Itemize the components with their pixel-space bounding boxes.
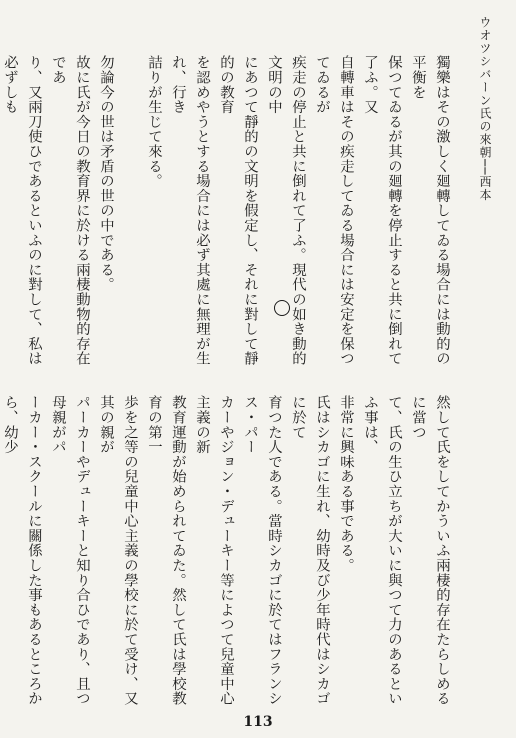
- section-divider-circle: [274, 300, 290, 316]
- paragraph: 氏はシカゴに生れ、幼時及び少年時代はシカゴに於て 育つた人である。當時シカゴに於てはフランシス・パー カーやジョン・デューキー等によつて兒童中心主義の新 教育運動が始められてゐた。然して氏は學校教育の第一 歩を之等の兒童中心主義の學校に於て受け、又其の親が パーカーやデューキーと知り合ひであり、且つ母親がパ ーカー・スクールに關係した事もあるところから、幼少: [2, 395, 330, 706]
- running-header: ウオツシバーン氏の來朝──西本: [478, 16, 492, 202]
- paragraph: 勿論今の世は矛盾の世の中である。 故に氏が今日の教育界に於ける兩棲動物的存在であ り、又兩刀使ひであるといふのに對して、私は必ずしも: [2, 55, 114, 366]
- top-text-section: [2, 55, 454, 373]
- bottom-text-section: [2, 395, 454, 713]
- page-number: 113: [243, 714, 273, 730]
- paragraph: 然して氏をしてかういふ兩棲的存在たらしめるに當つ て、氏の生ひ立ちが大いに與つて力のあるといふ事は、 非常に興味ある事である。: [338, 395, 450, 706]
- paragraph: 獨樂はその激しく廻轉してゐる場合には動的の平衡を 保つてゐるが其の廻轉を停止すると共に倒れて了ふ。又 自轉車はその疾走してゐる場合には安定を保つてゐるが 疾走の停止と共に倒れて了ふ。現代の如き動的文明の中 にあつて靜的の文明を假定し、それに對して靜的の教育 を認めやうとする場合には必ず其處に無理が生れ、行き 詰りが生じて來る。: [146, 55, 450, 366]
